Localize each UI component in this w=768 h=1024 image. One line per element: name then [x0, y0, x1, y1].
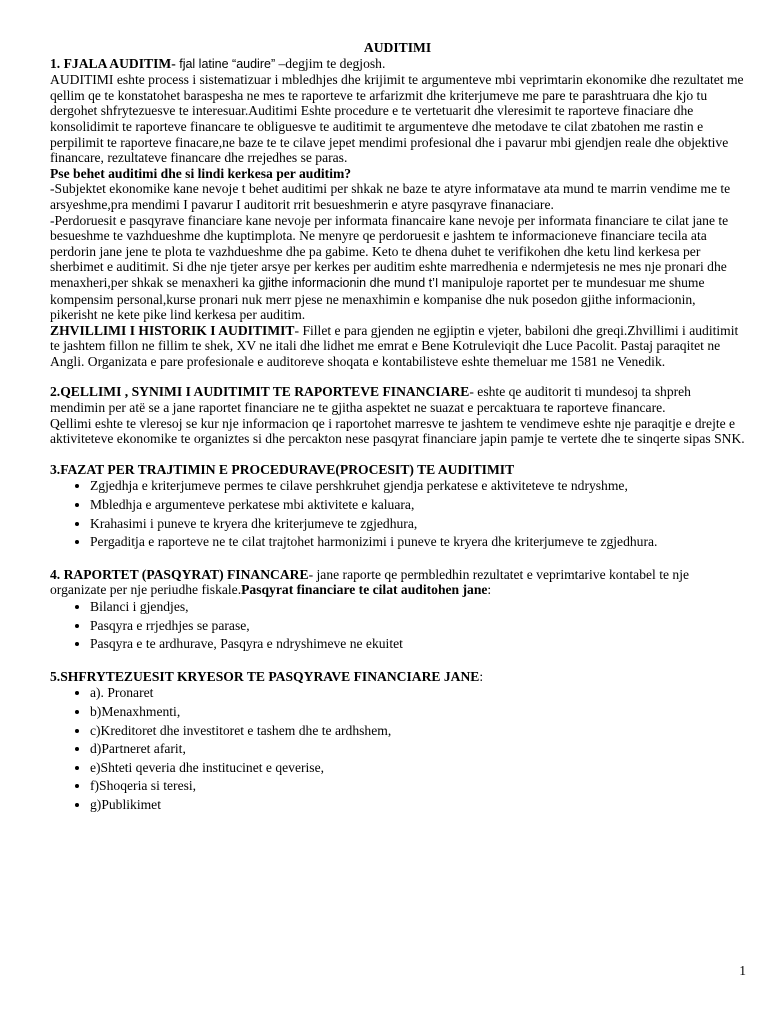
section-1-heading-latin: fjal latine “audire” [175, 56, 276, 71]
question-1 [50, 166, 745, 182]
question-1-para-2-sans: gjithe informacionin dhe mund t’I [254, 275, 439, 290]
section-1-heading: 1. FJALA AUDITIM- [50, 55, 176, 71]
history-body: - Fillet e para gjenden ne egjiptin e vjeter, babiloni dhe greqi.Zhvillimi i auditimit te jashtem fillon ne fillim te shek, XV ne itali dhe lidhet me emrat e Bene Kotruleviqit dhe Luce Pacolit. Pastaj paraqitet ne Angli. Organizata e pare profesionale e auditoreve shoqata e kontabilisteve eshte themeluar me 1581 ne Venedik. [50, 322, 739, 369]
list-item: • g)Publikimet [90, 796, 745, 815]
question-1-heading: Pse behet auditimi dhe si lindi kerkesa per auditim? [50, 165, 352, 181]
list-item: • e)Shteti qeveria dhe institucinet e qeverise, [90, 759, 745, 778]
section-3-heading [50, 462, 745, 478]
section-4 [50, 567, 745, 598]
section-4-colon: : [487, 582, 492, 598]
document-page [50, 40, 745, 815]
section-5-heading [50, 669, 745, 685]
list-item: • d)Partneret afarit, [90, 740, 745, 759]
question-1-para-2-a: -Perdoruesit e pasqyrave financiare kane nevoje per informata financaire kane nevoje per informata financiare te cilat jane te besueshme te vazhdueshme dhe kuptimplota. Ne menyre qe perdoruesit e jashtem te informacioneve financiare tecila ata perdorin jane jene te plota te vazhdueshme dhe pa gabime. Keto te dhena duhet te verifikohen dhe ketu lind kerkesa per sherbimet e auditimit. Si dhe nje tjeter arsye per kerkes per auditim eshte marredhenia e ndermjetesis ne mes nje pronari dhe menaxheri,per shkak se menaxheri ka [50, 212, 729, 290]
document-title: AUDITIMI [363, 40, 432, 55]
section-2 [50, 384, 745, 415]
list-item: • f)Shoqeria si teresi, [90, 777, 745, 796]
list-item: • Pergaditja e raporteve ne te cilat trajtohet harmonizimi i puneve te kryera dhe kriterjumeve te zgjedhura. [90, 533, 745, 552]
list-item: • b)Menaxhmenti, [90, 703, 745, 722]
list-item: • Krahasimi i puneve te kryera dhe kriterjumeve te zgjedhura, [90, 515, 745, 534]
section-4-body: - jane raporte qe permbledhin rezultatet e veprimtarive kontabel te nje organizate per nje periudhe fiskale. [50, 566, 690, 598]
section-2-para-2: Qellimi eshte te vleresoj se kur nje informacion qe i raportohet marresve te jashtem te vendimeve eshte nje paraqitje e drejte e aktiviteteve ekonomike te organiztes si dhe percakton nese pasqyrat financiare japin pamje te vertete dhe te sinqerte sipas SNK. [50, 415, 745, 447]
section-2-body: - eshte qe auditorit ti mundesoj ta shpreh mendimin per atë se a jane raportet financiare ne te gjitha aspektet ne suazat e percaktuara te raporteve financare. [50, 384, 691, 416]
question-1-para-2 [50, 213, 745, 323]
section-3-list [50, 477, 745, 551]
section-4-list [50, 598, 745, 654]
section-5-colon: : [479, 668, 484, 684]
list-item: • a). Pronaret [90, 684, 745, 703]
section-1-heading-rest: –degjim te degjosh. [275, 55, 386, 71]
question-1-para-1: -Subjektet ekonomike kane nevoje t behet auditimi per shkak ne baze te atyre informatave ata mund te marrin vendime me te arsyeshme,pra mendimi I pavarur I auditorit rrit besueshmerin e atyre pasqyrave finanaciare. [50, 181, 731, 212]
history-section [50, 323, 745, 370]
list-item: • c)Kreditoret dhe investitoret e tashem dhe te ardhshem, [90, 722, 745, 741]
section-3-heading-text: 3.FAZAT PER TRAJTIMIN E PROCEDURAVE(PROCESIT) TE AUDITIMIT [50, 461, 515, 477]
section-1-body: AUDITIMI eshte process i sistematizuar i mbledhjes dhe krijimit te argumenteve mbi veprimtarin ekonomike dhe rezultatet me qellim qe te konstatohet baraspesha ne mes te raporteve te arfarizmit dhe kriterjumeve me pare te parashtruara dhe kjo tu dergohet shfrytezuesve te interesuar.Auditimi Eshte procedure e te vertetuarit dhe vleresimit te raporteve finaciare dhe konsolidimit te raporteve financare te obliguesve te auditimit te argumenteve dhe metodave te cilat zbatohen me rastin e perpilimit te raporteve finacare,ne baze te te cilave jepet mendimi profesional dhe i pavarur mbi gjendjen reale dhe objektive financare, rezultateve financare dhe rrejedhes se paras. [50, 72, 744, 166]
section-5-list [50, 684, 745, 814]
list-item: • Pasqyra e rrjedhjes se parase, [90, 617, 745, 636]
history-heading: ZHVILLIMI I HISTORIK I AUDITIMIT [50, 322, 295, 338]
section-2-heading: 2.QELLIMI , SYNIMI I AUDITIMIT TE RAPORTEVE FINANCIARE [50, 384, 470, 400]
section-1 [50, 56, 745, 73]
section-5-heading-text: 5.SHFRYTEZUESIT KRYESOR TE PASQYRAVE FINANCIARE JANE [50, 668, 480, 684]
list-item: • Pasqyra e te ardhurave, Pasqyra e ndryshimeve ne ekuitet [90, 635, 745, 654]
list-item: • Mbledhja e argumenteve perkatese mbi aktivitete e kaluara, [90, 496, 745, 515]
page-number: 1 [739, 963, 746, 978]
list-item: • Zgjedhja e kriterjumeve permes te cilave pershkruhet gjendja perkatese e aktiviteteve te ndryshme, [90, 477, 745, 496]
section-4-heading: 4. RAPORTET (PASQYRAT) FINANCARE [50, 566, 309, 582]
list-item: • Bilanci i gjendjes, [90, 598, 745, 617]
question-1-para-2-b: manipuloje raportet per te mundesuar me shume kompensim personal,kurse pronari nuk merr pjese ne menaxhimin e kompanise dhe nuk posedon gjithe informacionin, pikerisht ne kete pike lind kerkesa per auditim. [50, 274, 705, 323]
section-4-bold-tail: Pasqyrat financiare te cilat auditohen jane [241, 582, 488, 598]
